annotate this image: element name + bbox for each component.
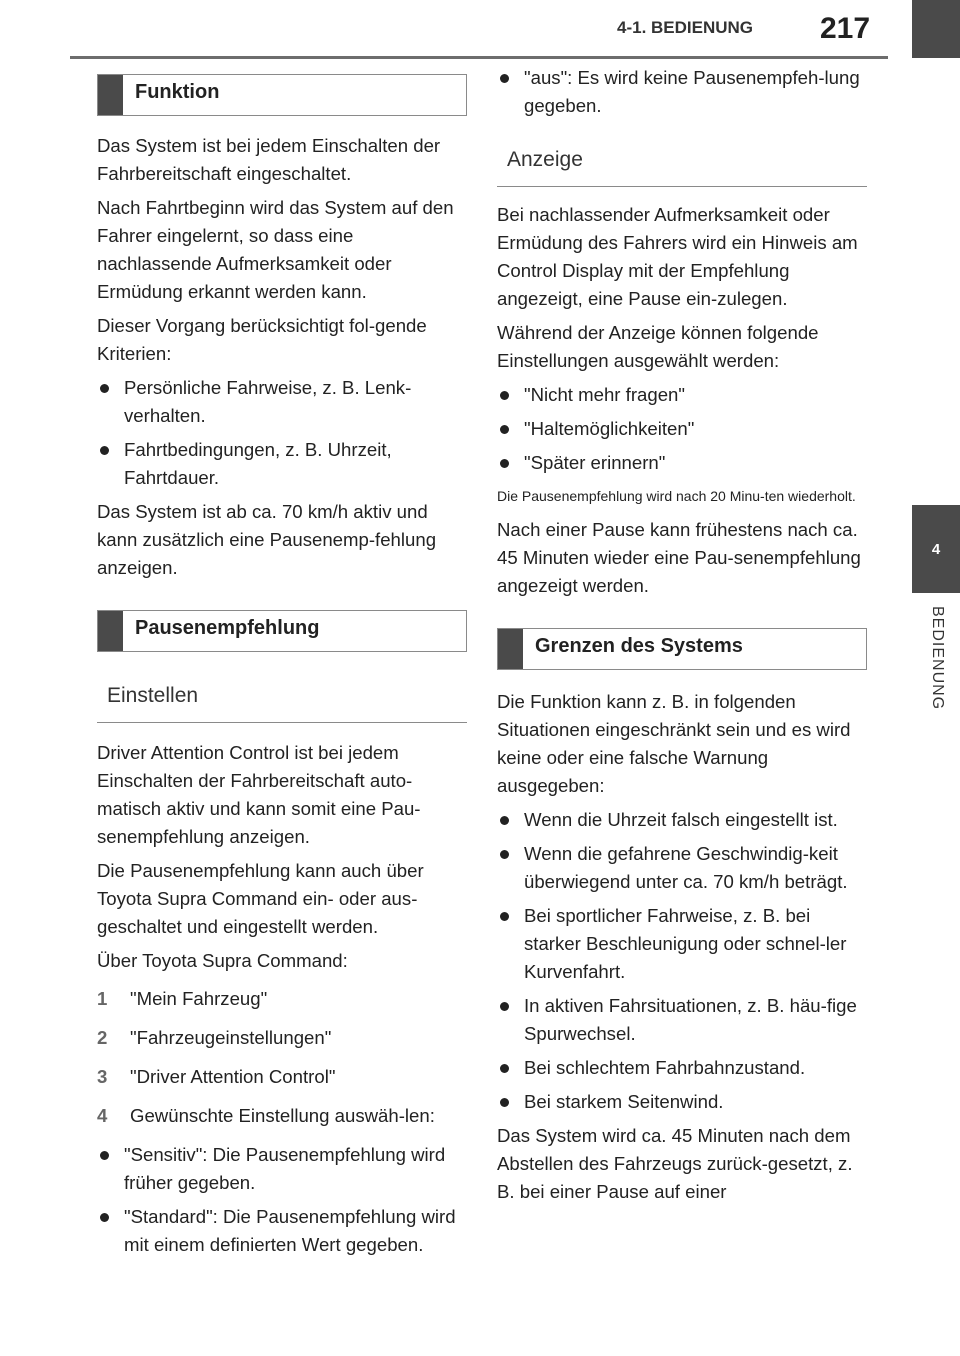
list-item: "Nicht mehr fragen" <box>497 381 867 409</box>
heading-funktion <box>97 74 467 116</box>
subheading-einstellen: Einstellen <box>97 684 467 723</box>
step-text: "Fahrzeugeinstellungen" <box>130 1027 332 1048</box>
step-text: "Mein Fahrzeug" <box>130 988 268 1009</box>
heading-funktion-text: Funktion <box>135 81 220 103</box>
chapter-number: 4 <box>931 541 941 558</box>
list-item: Fahrtbedingungen, z. B. Uhrzeit, Fahrtdauer. <box>97 436 467 492</box>
paragraph: Während der Anzeige können folgende Einstellungen ausgewählt werden: <box>497 322 819 371</box>
step-item <box>97 1102 467 1130</box>
step-number: 1 <box>97 988 108 1009</box>
right-column <box>497 64 867 1212</box>
step-number: 4 <box>97 1105 108 1126</box>
list-item: "Sensitiv": Die Pausenempfehlung wird früher gegeben. <box>97 1141 467 1197</box>
list-item: Bei sportlicher Fahrweise, z. B. bei starker Beschleunigung oder schnel-ler Kurvenfahrt. <box>497 902 867 986</box>
step-number: 2 <box>97 1027 108 1048</box>
header-divider <box>70 56 888 59</box>
paragraph: Driver Attention Control ist bei jedem Einschalten der Fahrbereitschaft auto-matisch aktiv und kann somit eine Pau-senempfehlung anzeigen. <box>97 742 421 847</box>
list-item: Bei starkem Seitenwind. <box>497 1088 867 1116</box>
paragraph: Nach einer Pause kann frühestens nach ca. 45 Minuten wieder eine Pau-senempfehlung angezeigt werden. <box>497 519 861 596</box>
heading-pausenempfehlung-text: Pausenempfehlung <box>135 617 320 639</box>
list-item: Wenn die gefahrene Geschwindig-keit überwiegend unter ca. 70 km/h beträgt. <box>497 840 867 896</box>
paragraph: Das System wird ca. 45 Minuten nach dem Abstellen des Fahrzeugs zurück-gesetzt, z. B. bei einer Pause auf einer <box>497 1125 853 1202</box>
list-item: In aktiven Fahrsituationen, z. B. häu-fige Spurwechsel. <box>497 992 867 1048</box>
subheading-anzeige: Anzeige <box>497 148 867 187</box>
paragraph: Über Toyota Supra Command: <box>97 950 348 971</box>
limits-list <box>497 806 867 1116</box>
list-item: "Haltemöglichkeiten" <box>497 415 867 443</box>
steps-list <box>97 985 467 1130</box>
heading-grenzen <box>497 628 867 670</box>
heading-pausenempfehlung <box>97 610 467 652</box>
display-options-list <box>497 381 867 477</box>
paragraph: Dieser Vorgang berücksichtigt fol-gende Kriterien: <box>97 315 427 364</box>
paragraph: Das System ist ab ca. 70 km/h aktiv und kann zusätzlich eine Pausenemp-fehlung anzeigen. <box>97 501 437 578</box>
side-tab-top-marker <box>912 0 960 58</box>
paragraph: Die Pausenempfehlung kann auch über Toyota Supra Command ein- oder aus-geschaltet und eingestellt werden. <box>97 860 424 937</box>
step-item <box>97 985 467 1013</box>
step-item <box>97 1063 467 1091</box>
step-text: "Driver Attention Control" <box>130 1066 336 1087</box>
paragraph: Die Funktion kann z. B. in folgenden Situationen eingeschränkt sein und es wird keine oder eine falsche Warnung ausgegeben: <box>497 691 851 796</box>
page-number: 217 <box>820 12 871 45</box>
options-list <box>97 1141 467 1259</box>
heading-grenzen-text: Grenzen des Systems <box>535 635 743 657</box>
step-text: Gewünschte Einstellung auswäh-len: <box>130 1105 435 1126</box>
chapter-label: BEDIENUNG <box>929 606 946 711</box>
list-item: "aus": Es wird keine Pausenempfeh-lung gegeben. <box>497 64 867 120</box>
list-item: Bei schlechtem Fahrbahnzustand. <box>497 1054 867 1082</box>
section-title: 4-1. BEDIENUNG <box>617 18 754 37</box>
left-column <box>97 74 467 1265</box>
list-item: "Später erinnern" <box>497 449 867 477</box>
paragraph: Bei nachlassender Aufmerksamkeit oder Ermüdung des Fahrers wird ein Hinweis am Control Display mit der Empfehlung angezeigt, eine Pause ein-zulegen. <box>497 204 858 309</box>
criteria-list <box>97 374 467 492</box>
list-item: Persönliche Fahrweise, z. B. Lenk-verhalten. <box>97 374 467 430</box>
list-item: Wenn die Uhrzeit falsch eingestellt ist. <box>497 806 867 834</box>
step-number: 3 <box>97 1066 108 1087</box>
paragraph: Nach Fahrtbeginn wird das System auf den Fahrer eingelernt, so dass eine nachlassende Aufmerksamkeit oder Ermüdung erkannt werden kann. <box>97 197 454 302</box>
options-list-continued <box>497 64 867 120</box>
paragraph: Das System ist bei jedem Einschalten der Fahrbereitschaft eingeschaltet. <box>97 135 441 184</box>
step-item <box>97 1024 467 1052</box>
note-text: Die Pausenempfehlung wird nach 20 Minu-ten wiederholt. <box>497 488 856 504</box>
list-item: "Standard": Die Pausenempfehlung wird mit einem definierten Wert gegeben. <box>97 1203 467 1259</box>
